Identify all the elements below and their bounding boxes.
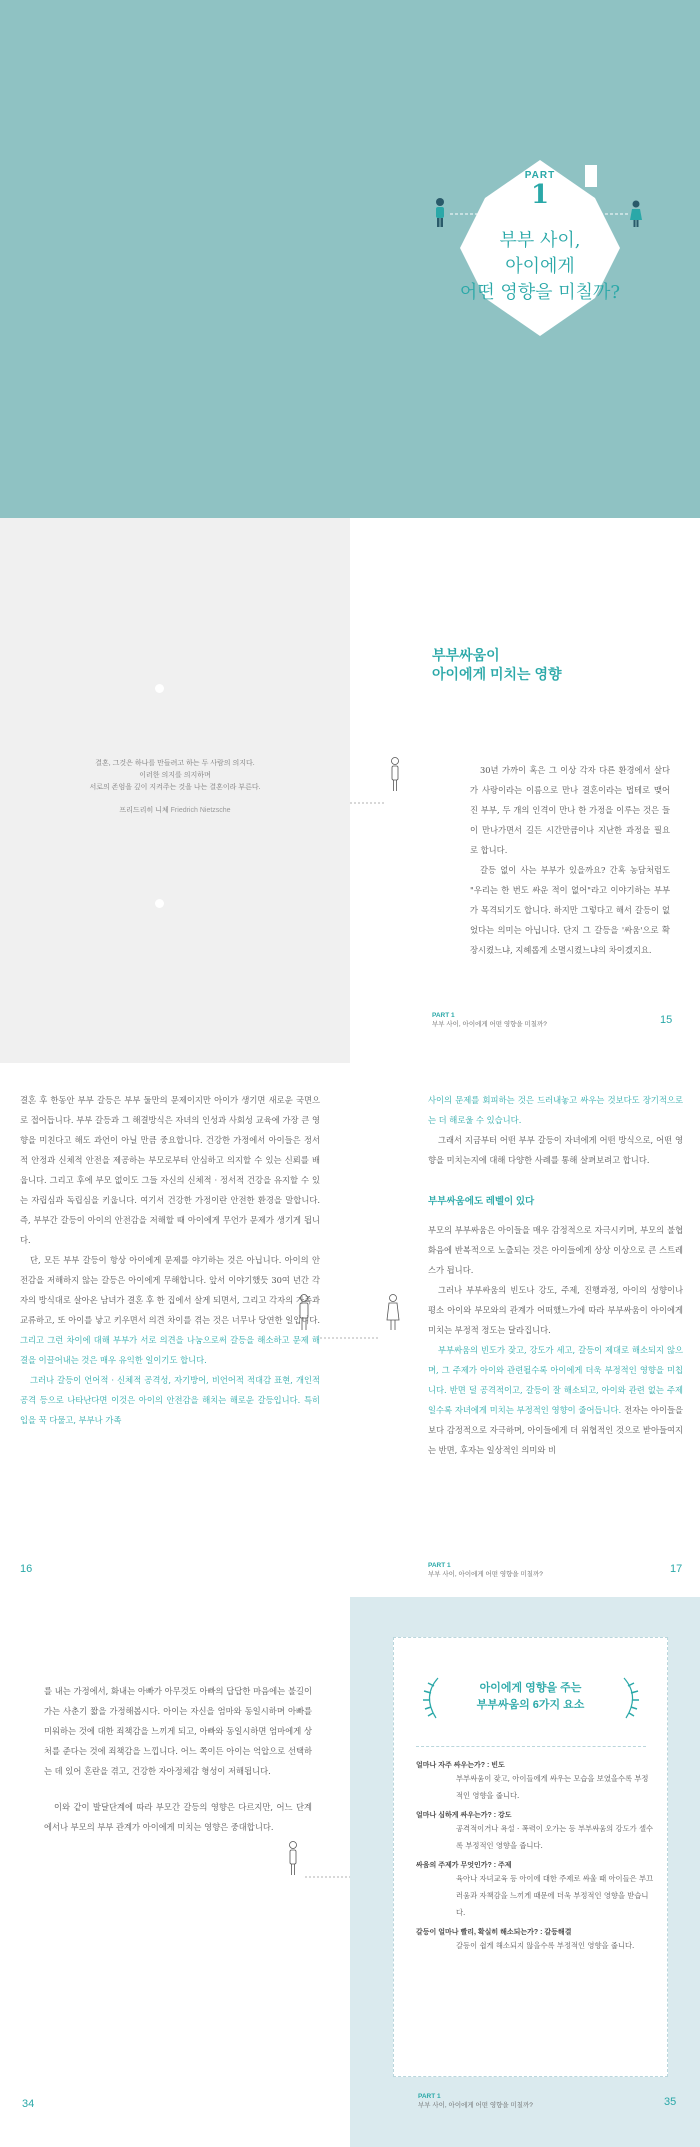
page-number: 17 <box>670 1563 683 1575</box>
chapter-title-line1: 부부싸움이 <box>432 647 500 663</box>
paragraph-highlight: 그러나 갈등이 언어적 · 신체적 공격성, 자기방어, 비언어적 적대감 표현, 개인적 공격 등으로 나타난다면 이것은 아이의 안전감을 해치는 해로운 갈등입니다. 특히 입을 꾹 다물고, 부부나 가족 <box>20 1375 320 1425</box>
cover-title <box>440 228 640 306</box>
list-item <box>416 1810 666 1854</box>
decorative-dot <box>155 899 164 908</box>
section-heading: 부부싸움에도 레벨이 있다 <box>428 1196 535 1207</box>
footer-title: 부부 사이, 아이에게 어떤 영향을 미칠까? <box>432 1021 547 1028</box>
paragraph <box>428 1340 683 1460</box>
divider <box>416 1746 646 1747</box>
footer-part-label: PART 1 <box>432 1012 455 1019</box>
list-item <box>416 1860 666 1921</box>
paragraph-part: 단, 모든 부부 갈등이 항상 아이에게 문제를 야기하는 것은 아닙니다. 아이의 안전감을 저해하지 않는 갈등은 아이에게 무해합니다. 앞서 이야기했듯 30여 년간 각자의 방식대로 살아온 남녀가 결혼 후 한 집에서 살게 되면서, 그리고 각자의 가족과 교류하고, 또 아이를 낳고 키우면서 의견 차이를 겪는 것은 너무나 당연한 일입니다. <box>20 1255 320 1325</box>
page-number: 35 <box>664 2096 677 2108</box>
box-title-line1: 아이에게 영향을 주는 <box>479 1682 582 1694</box>
left-body-text <box>44 1681 312 1837</box>
page-footer <box>418 2092 533 2110</box>
page-number: 34 <box>22 2098 35 2110</box>
child-figure-icon <box>350 753 400 813</box>
factor-question: 얼마나 심하게 싸우는가? : 강도 <box>416 1812 512 1819</box>
child-figure-icon <box>285 1837 350 1897</box>
cover-title-line3: 어떤 영향을 미칠까? <box>459 282 621 303</box>
factor-answer: 갈등이 쉽게 해소되지 않을수록 부정적인 영향을 줍니다. <box>456 1941 635 1950</box>
factor-answer: 육아나 자녀교육 등 아이에 대한 주제로 싸울 때 아이들은 부끄러움과 자책감을 느끼게 때문에 더욱 부정적인 영향을 받습니다. <box>456 1874 654 1917</box>
parents-figure-icon <box>290 1288 410 1358</box>
spread1-right-page <box>350 518 700 1063</box>
factor-question: 얼마나 자주 싸우는가? : 빈도 <box>416 1762 505 1769</box>
paragraph: 갈등 없이 사는 부부가 있을까요? 간혹 농담처럼도 "우리는 한 번도 싸운 적이 없어"라고 이야기하는 부부가 목격되기도 합니다. 하지만 그렇다고 해서 갈등이 없었다는 의미는 아닙니다. 단지 그 갈등을 '싸움'으로 확장시켰느냐, 지혜롭게 소멸시켰느냐의 차이겠지요. <box>470 865 670 955</box>
factor-answer: 부부싸움이 잦고, 아이들에게 싸우는 모습을 보였을수록 부정적인 영향을 줍니다. <box>456 1774 649 1800</box>
woman-figure-icon <box>630 201 642 228</box>
paragraph: 를 내는 가정에서, 화내는 아빠가 아무것도 아빠의 답답한 마음에는 불길이 가는 사춘기 짧을 가정해봅시다. 아이는 자신을 엄마와 동일시하며 아빠를 미워하는 것에 대한 죄책감을 느끼게 되고, 아빠와 동일시하면 엄마에게 상처를 준다는 것에 죄책감을 느낍니다. 어느 쪽이든 아이는 억압으로 선택하는 데 있어 혼란을 겪고, 건강한 자아정체감 형성이 저해됩니다. <box>44 1686 312 1776</box>
factor-question: 갈등이 얼마나 빨리, 확실히 해소되는가? : 갈등해결 <box>416 1929 572 1936</box>
info-box <box>393 1637 668 2077</box>
list-item <box>416 1927 666 1954</box>
quote-block <box>40 758 310 794</box>
chapter-title <box>432 646 632 684</box>
part-number: 1 <box>530 180 550 210</box>
spread3-left-page <box>0 1597 350 2147</box>
footer-part-label: PART 1 <box>428 1562 451 1569</box>
body-text <box>470 760 670 960</box>
box-title <box>394 1680 667 1714</box>
quote-line: 서로의 존엄을 깊이 지켜주는 것을 나는 결혼이라 부른다. <box>89 784 261 791</box>
footer-part-label: PART 1 <box>418 2093 441 2100</box>
factor-list <box>416 1760 666 1960</box>
page-footer <box>432 1011 547 1029</box>
page-footer <box>428 1561 543 1579</box>
paragraph: 30년 가까이 혹은 그 이상 각자 다른 환경에서 살다가 사랑이라는 이름으로 만나 결혼이라는 법테로 맺어진 부부, 두 개의 인격이 만나 한 가정을 이루는 것은 들이 만나가면서 길든 시간만큼이나 지난한 과정을 필요로 합니다. <box>470 765 670 855</box>
paragraph: 결혼 후 한동안 부부 갈등은 부부 둘만의 문제이지만 아이가 생기면 새로운 국면으로 접어듭니다. 부부 갈등과 그 해결방식은 자녀의 인성과 사회성 교육에 가장 큰 영향을 미친다고 해도 과언이 아닐 만큼 중요합니다. 건강한 가정에서 아이들은 정서적 안정과 신체적 안전을 제공하는 부모로부터 안심하고 의지할 수 있는 신뢰를 배웁니다. 그리고 후에 부모 없이도 그들 자신의 신체적 · 정서적 건강을 유지할 수 있는 자립심과 독립심을 키웁니다. 여기서 건강한 가정이란 안전한 환경을 말합니다. 즉, 부부간 갈등이 아이의 안전감을 저해할 때 아이에게 무언가 문제가 생기게 됩니다. <box>20 1095 320 1245</box>
footer-title: 부부 사이, 아이에게 어떤 영향을 미칠까? <box>428 1571 543 1578</box>
paragraph-highlight: 그리고 그런 차이에 대해 부부가 서로 의견을 나눔으로써 갈등을 해소하고 문제 해결을 이끌어내는 것은 매우 유익한 일이기도 합니다. <box>20 1335 320 1365</box>
quote-line: 이러한 의지를 의지하며 <box>139 772 211 779</box>
left-body-text <box>20 1090 320 1430</box>
paragraph: 부모의 부부싸움은 아이들을 매우 감정적으로 자극시키며, 부모의 불협화음에 반복적으로 노출되는 것은 아이들에게 상상 이상으로 큰 스트레스가 됩니다. <box>428 1225 683 1275</box>
cover-title-line2: 아이에게 <box>505 256 575 277</box>
man-figure-icon <box>436 198 444 227</box>
quote-author-en: Friedrich Nietzsche <box>170 807 231 814</box>
paragraph: 그러나 부부싸움의 빈도나 강도, 주제, 진행과정, 아이의 성향이나 평소 아이와 부모와의 관계가 어떠했느가에 따라 부부싸움이 아이에게 미치는 부정적 정도는 달라집니다. <box>428 1285 683 1335</box>
decorative-dot <box>155 684 164 693</box>
spread1-left-page <box>0 518 350 1063</box>
box-title-line2: 부부싸움의 6가지 요소 <box>476 1699 585 1711</box>
paragraph: 이와 같이 발달단계에 따라 부모간 갈등의 영향은 다르지만, 어느 단계에서나 부모의 부부 관계가 아이에게 미치는 영향은 중대합니다. <box>44 1802 312 1832</box>
paragraph-part: 전자는 아이들을 보다 감정적으로 자극하며, 아이들에게 더 위협적인 것으로 받아들여지는 반면, 후자는 일상적인 의미와 비 <box>428 1405 684 1455</box>
right-body-text <box>428 1090 683 1460</box>
quote-author-name: 프리드리히 니체 <box>119 807 169 814</box>
factor-answer: 공격적이거나 욕설 · 폭력이 오가는 등 부부싸움의 강도가 셀수록 부정적인 영향을 줍니다. <box>456 1824 654 1850</box>
paragraph: 그래서 지금부터 어떤 부부 갈등이 자녀에게 어떤 방식으로, 어떤 영향을 미치는지에 대해 다양한 사례를 통해 살펴보려고 합니다. <box>428 1135 683 1165</box>
quote-author <box>40 805 310 815</box>
part-label: PART <box>524 170 556 181</box>
spread2 <box>0 1063 700 1597</box>
chapter-title-line2: 아이에게 미치는 영향 <box>432 666 562 682</box>
cover-title-line1: 부부 사이, <box>499 230 581 251</box>
quote-line: 결혼, 그것은 하나를 만들려고 하는 두 사람의 의지다. <box>95 760 255 767</box>
paragraph-highlight: 부부싸움의 빈도가 잦고, 강도가 세고, 갈등이 제대로 해소되지 않으며, 그 주제가 아이와 관련될수록 아이에게 더욱 부정적인 영향을 미칩니다. 반면 덜 공격적이고, 갈등이 잘 해소되고, 아이와 관련 없는 주제일수록 자녀에게 미치는 부정적인 영향이 줄어듭니다. <box>428 1345 683 1415</box>
paragraph <box>20 1250 320 1370</box>
page-number: 16 <box>20 1563 33 1575</box>
footer-title: 부부 사이, 아이에게 어떤 영향을 미칠까? <box>418 2102 533 2109</box>
cover-page <box>0 0 700 518</box>
paragraph-highlight: 사이의 문제를 회피하는 것은 드러내놓고 싸우는 것보다도 장기적으로는 더 해로울 수 있습니다. <box>428 1095 683 1125</box>
list-item <box>416 1760 666 1804</box>
factor-question: 싸움의 주제가 무엇인가? : 주제 <box>416 1862 512 1869</box>
page-number: 15 <box>660 1014 673 1026</box>
